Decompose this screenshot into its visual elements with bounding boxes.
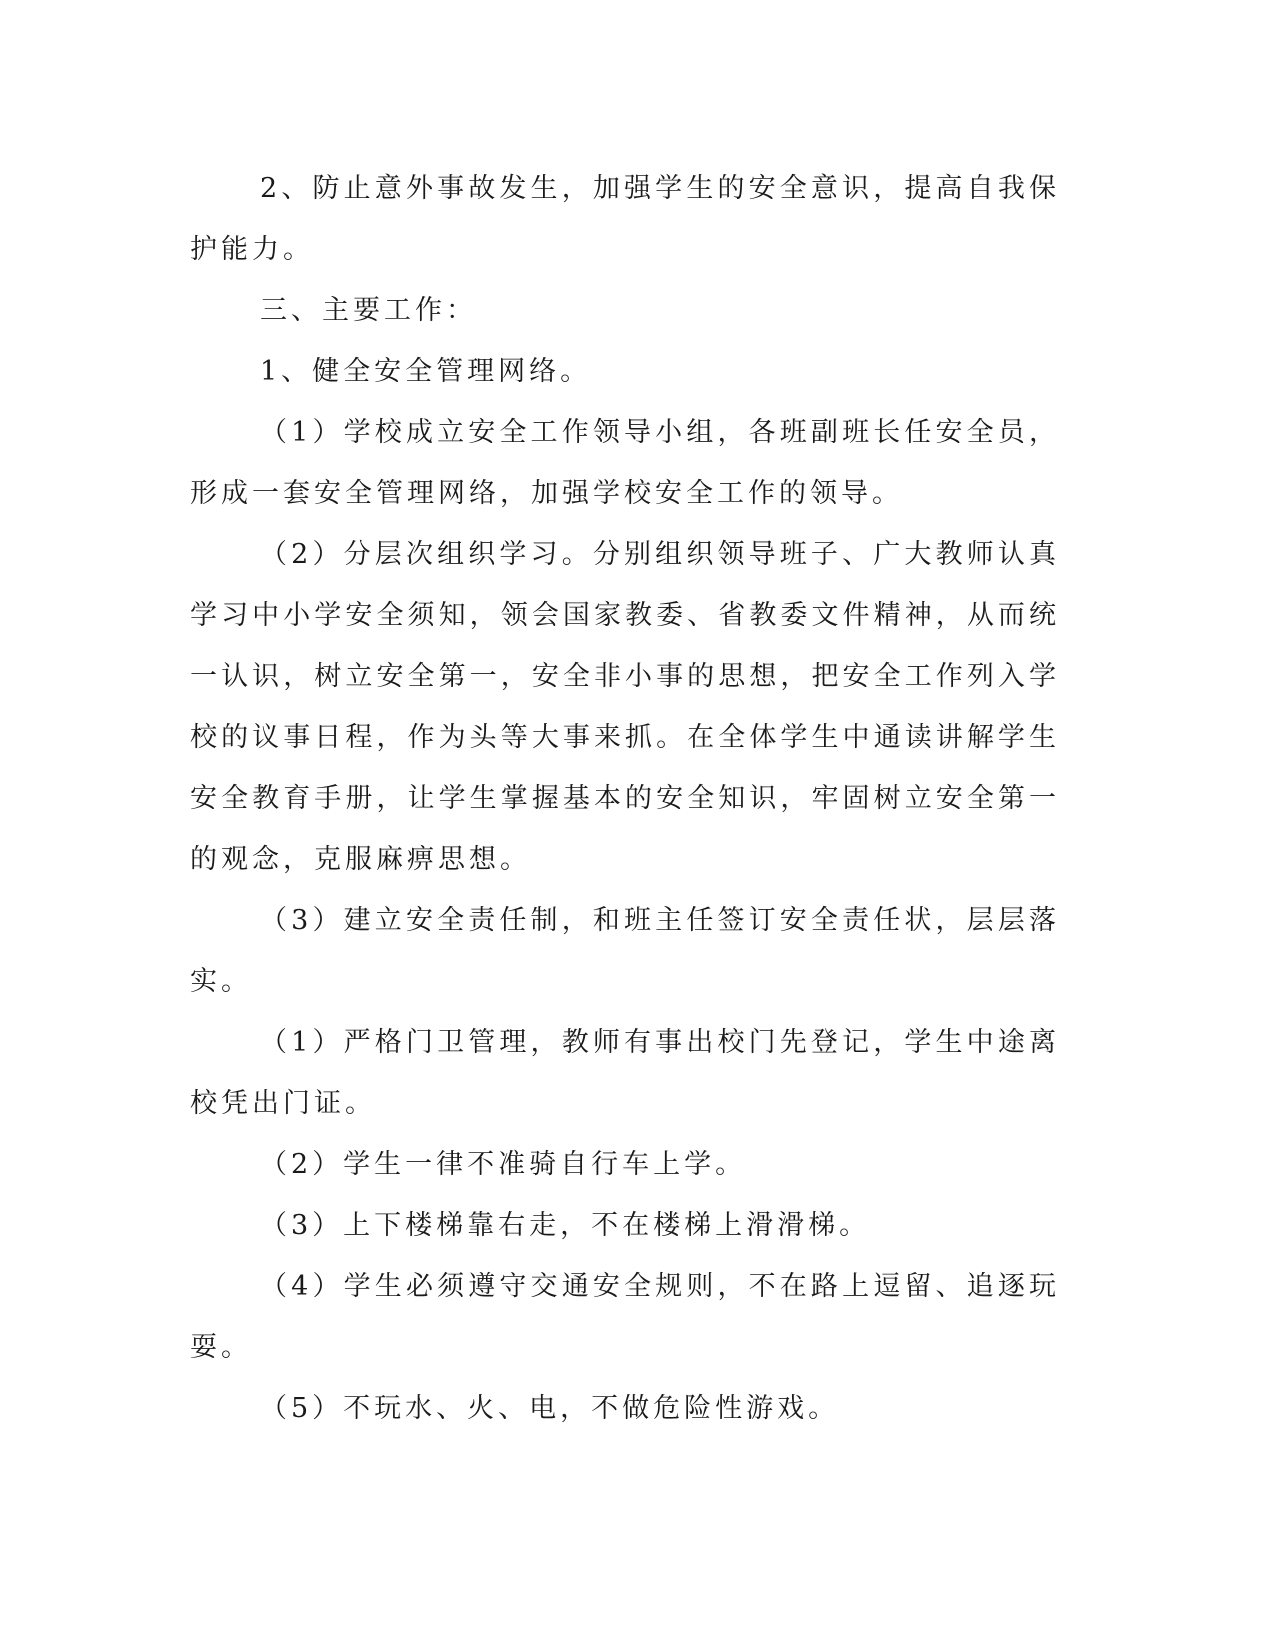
paragraph-gate-management: （1）严格门卫管理，教师有事出校门先登记，学生中途离校凭出门证。 <box>190 1027 1060 1119</box>
paragraph-layered-study: （2）分层次组织学习。分别组织领导班子、广大教师认真学习中小学安全须知，领会国家教委、省教委文件精神，从而统一认识，树立安全第一，安全非小事的思想，把安全工作列入学校的议事日程，作为头等大事来抓。在全体学生中通读讲解学生安全教育手册，让学生掌握基本的安全知识，牢固树立安全第一的观念，克服麻痹思想。 <box>190 539 1060 875</box>
paragraph-traffic-rules: （4）学生必须遵守交通安全规则，不在路上逗留、追逐玩耍。 <box>190 1271 1060 1363</box>
paragraph-leadership-group: （1）学校成立安全工作领导小组，各班副班长任安全员，形成一套安全管理网络，加强学校安全工作的领导。 <box>190 417 1060 509</box>
paragraph-no-bicycle: （2）学生一律不准骑自行车上学。 <box>260 1149 747 1180</box>
paragraph-no-danger-games: （5）不玩水、火、电，不做危险性游戏。 <box>260 1393 840 1424</box>
paragraph-safety-awareness: 2、防止意外事故发生，加强学生的安全意识，提高自我保护能力。 <box>190 173 1060 265</box>
paragraph-safety-network: 1、健全安全管理网络。 <box>260 356 592 387</box>
document-body <box>190 158 1060 1439</box>
section-heading-main-work: 三、主要工作： <box>260 295 477 326</box>
paragraph-stairs-rule: （3）上下楼梯靠右走，不在楼梯上滑滑梯。 <box>260 1210 871 1241</box>
paragraph-responsibility-system: （3）建立安全责任制，和班主任签订安全责任状，层层落实。 <box>190 905 1060 997</box>
